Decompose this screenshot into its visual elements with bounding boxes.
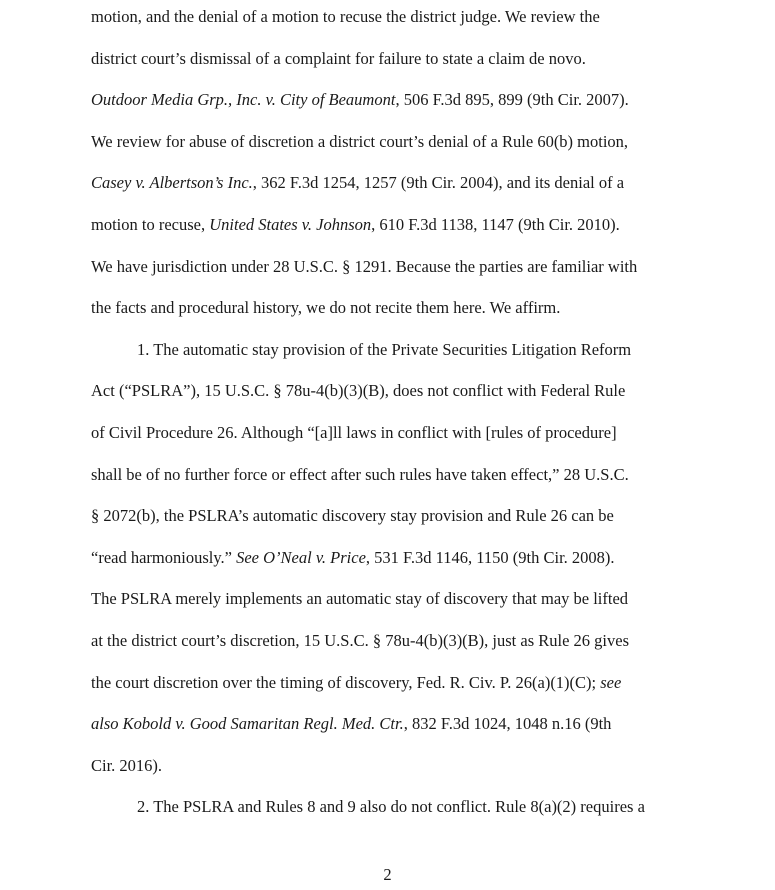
text-line [91,256,637,278]
text-segment: district court’s dismissal of a complaint for failure to state a claim de novo. [91,48,586,68]
text-line [91,588,628,610]
text-line [91,422,617,444]
text-line [91,672,621,694]
text-line [91,6,600,28]
text-segment: of Civil Procedure 26. Although “[a]ll laws in conflict with [rules of procedure] [91,423,617,442]
text-segment: motion to recuse, [91,215,210,234]
case-citation: also Kobold v. Good Samaritan Regl. Med. Ctr. [91,714,404,734]
text-segment: , 610 F.3d 1138, 1147 (9th Cir. 2010). [371,215,620,234]
text-line [137,796,645,818]
text-segment: § 2072(b), the PSLRA’s automatic discovery stay provision and Rule 26 can be [91,506,614,526]
case-citation: See O’Neal v. Price [236,547,366,567]
text-segment: We review for abuse of discretion a district court’s denial of a Rule 60(b) motion, [91,131,629,151]
text-segment: shall be of no further force or effect after such rules have taken effect,” 28 U.S.C. [91,464,629,484]
text-segment: the court discretion over the timing of discovery, Fed. R. Civ. P. 26(a)(1)(C); [91,672,601,692]
text-line [91,713,611,735]
text-segment: The PSLRA merely implements an automatic stay of discovery that may be lifted [91,589,629,609]
text-segment: We have jurisdiction under 28 U.S.C. § 1291. Because the parties are familiar with [91,256,638,276]
text-segment: , 506 F.3d 895, 899 (9th Cir. 2007). [395,90,629,110]
case-citation: see [600,672,622,692]
text-segment: “read harmoniously.” [91,547,237,567]
text-line [91,297,560,319]
text-segment: , 531 F.3d 1146, 1150 (9th Cir. 2008). [365,547,615,567]
text-line [137,339,631,361]
text-segment: 2. The PSLRA and Rules 8 and 9 also do not conflict. Rule 8(a)(2) requires a [137,797,645,817]
text-segment: 1. The automatic stay provision of the Private Securities Litigation Reform [137,339,632,359]
text-line [91,89,629,111]
text-segment: Act (“PSLRA”), 15 U.S.C. § 78u-4(b)(3)(B), does not conflict with Federal Rule [91,381,626,401]
text-line [91,755,162,777]
text-segment: at the district court’s discretion, 15 U.S.C. § 78u-4(b)(3)(B), just as Rule 26 gives [91,631,630,650]
text-line [91,48,586,70]
text-line [91,630,629,652]
text-segment: motion, and the denial of a motion to recuse the district judge. We review the [91,7,600,26]
text-line [91,547,615,569]
case-citation: Casey v. Albertson’s Inc. [91,173,253,193]
page-number: 2 [383,865,392,884]
text-line [91,464,629,486]
text-line [91,505,614,527]
text-line [91,131,628,153]
case-citation: Outdoor Media Grp., Inc. v. City of Beaumont [91,90,396,110]
text-segment: the facts and procedural history, we do not recite them here. We affirm. [91,298,561,318]
text-line [91,172,624,194]
text-segment: , 362 F.3d 1254, 1257 (9th Cir. 2004), and its denial of a [252,173,625,193]
text-segment: , 832 F.3d 1024, 1048 n.16 (9th [403,714,612,734]
text-line [91,214,620,236]
text-line [91,380,625,402]
text-segment: Cir. 2016). [91,755,163,775]
case-citation: United States v. Johnson [209,215,372,234]
